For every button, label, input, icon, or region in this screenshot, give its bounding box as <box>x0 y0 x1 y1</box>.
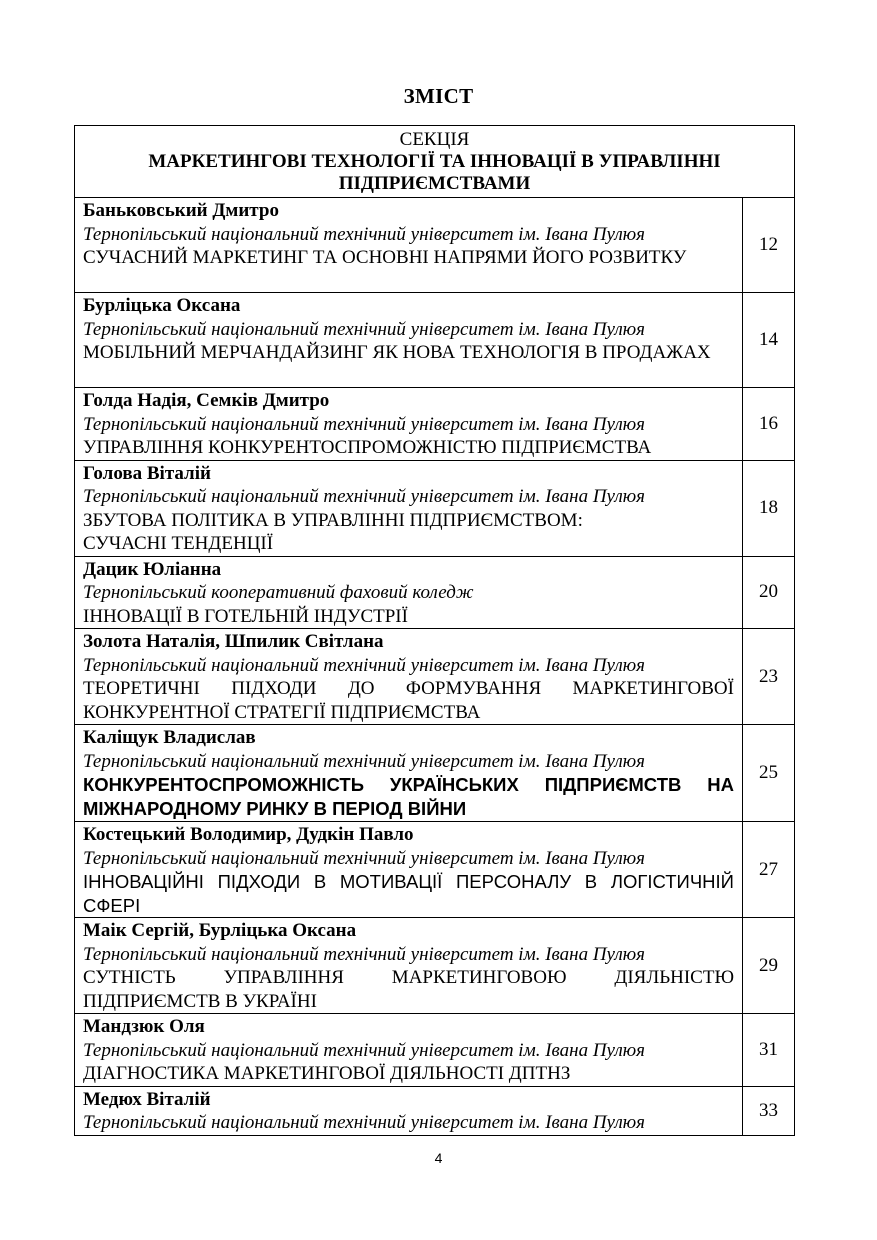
entry-author: Маік Сергій, Бурліцька Оксана <box>83 920 357 941</box>
section-header <box>75 126 795 198</box>
toc-entry <box>75 198 743 293</box>
page-title: ЗМІСТ <box>403 84 474 108</box>
entry-author: Бурліцька Оксана <box>83 295 241 316</box>
toc-table <box>74 125 795 1136</box>
page-number: 4 <box>434 1150 443 1166</box>
toc-row[interactable] <box>75 918 795 1014</box>
entry-organization: Тернопільський національний технічний університет ім. Івана Пулюя <box>83 318 645 340</box>
toc-entry <box>75 1014 743 1087</box>
entry-author: Дацик Юліанна <box>83 558 222 580</box>
toc-row[interactable] <box>75 629 795 725</box>
toc-row[interactable] <box>75 822 795 918</box>
entry-page-number[interactable]: 23 <box>742 629 794 725</box>
entry-topic: СУЧАСНИЙ МАРКЕТИНГ ТА ОСНОВНІ НАПРЯМИ ЙОГО РОЗВИТКУ <box>83 247 687 268</box>
toc-row[interactable] <box>75 293 795 388</box>
entry-organization: Тернопільський національний технічний університет ім. Івана Пулюя <box>83 943 645 965</box>
entry-organization: Тернопільський національний технічний університет ім. Івана Пулюя <box>83 654 645 676</box>
entry-organization: Тернопільський національний технічний університет ім. Івана Пулюя <box>83 1039 645 1061</box>
entry-topic: ДІАГНОСТИКА МАРКЕТИНГОВОЇ ДІЯЛЬНОСТІ ДПТНЗ <box>83 1063 571 1084</box>
entry-author: Голда Надія, Семків Дмитро <box>83 390 330 411</box>
toc-entry <box>75 725 743 822</box>
toc-entry <box>75 918 743 1014</box>
toc-row[interactable] <box>75 388 795 461</box>
toc-row[interactable] <box>75 460 795 556</box>
entry-page-number[interactable]: 25 <box>742 725 794 822</box>
entry-topic: ІННОВАЦІЇ В ГОТЕЛЬНІЙ ІНДУСТРІЇ <box>83 605 408 627</box>
toc-row[interactable] <box>75 198 795 293</box>
entry-page-number[interactable]: 16 <box>742 388 794 461</box>
section-label: СЕКЦІЯ <box>399 129 470 150</box>
toc-entry <box>75 460 743 556</box>
toc-entry <box>75 556 743 629</box>
entry-topic: МОБІЛЬНИЙ МЕРЧАНДАЙЗИНГ ЯК НОВА ТЕХНОЛОГІЯ В ПРОДАЖАХ <box>83 342 711 363</box>
toc-row[interactable] <box>75 1086 795 1135</box>
entry-organization: Тернопільський національний технічний університет ім. Івана Пулюя <box>83 750 645 772</box>
entry-topic-line1: ЗБУТОВА ПОЛІТИКА В УПРАВЛІННІ ПІДПРИЄМСТВОМ: <box>83 509 583 531</box>
entry-author: Голова Віталій <box>83 462 211 484</box>
entry-page-number[interactable]: 12 <box>742 198 794 293</box>
toc-row[interactable] <box>75 725 795 822</box>
entry-author: Костецький Володимир, Дудкін Павло <box>83 824 414 845</box>
entry-organization: Тернопільський національний технічний університет ім. Івана Пулюя <box>83 1112 645 1133</box>
entry-page-number[interactable]: 27 <box>742 822 794 918</box>
entry-organization: Тернопільський кооперативний фаховий коледж <box>83 582 474 603</box>
toc-row[interactable] <box>75 556 795 629</box>
toc-row[interactable] <box>75 1014 795 1087</box>
entry-author: Каліщук Владислав <box>83 727 256 748</box>
entry-page-number[interactable]: 18 <box>742 460 794 556</box>
entry-organization: Тернопільський національний технічний університет ім. Івана Пулюя <box>83 413 645 435</box>
entry-author: Мандзюк Оля <box>83 1016 205 1037</box>
entry-topic: УПРАВЛІННЯ КОНКУРЕНТОСПРОМОЖНІСТЮ ПІДПРИЄМСТВА <box>83 437 652 458</box>
entry-page-number[interactable]: 29 <box>742 918 794 1014</box>
entry-page-number[interactable]: 31 <box>742 1014 794 1087</box>
section-header-row <box>75 126 795 198</box>
entry-author: Баньковський Дмитро <box>83 200 279 221</box>
entry-topic-line2: СУЧАСНІ ТЕНДЕНЦІЇ <box>83 533 274 554</box>
toc-entry <box>75 822 743 918</box>
entry-topic: КОНКУРЕНТОСПРОМОЖНІСТЬ УКРАЇНСЬКИХ ПІДПРИЄМСТВ НА МІЖНАРОДНОМУ РИНКУ В ПЕРІОД ВІЙНИ <box>83 774 734 819</box>
entry-topic: ІННОВАЦІЙНІ ПІДХОДИ В МОТИВАЦІЇ ПЕРСОНАЛУ В ЛОГІСТИЧНІЙ СФЕРІ <box>83 871 734 916</box>
entry-page-number[interactable]: 14 <box>742 293 794 388</box>
toc-entry <box>75 629 743 725</box>
entry-organization: Тернопільський національний технічний університет ім. Івана Пулюя <box>83 223 645 245</box>
entry-organization: Тернопільський національний технічний університет ім. Івана Пулюя <box>83 847 645 869</box>
entry-author: Золота Наталія, Шпилик Світлана <box>83 631 384 652</box>
entry-author: Медюх Віталій <box>83 1088 211 1110</box>
toc-entry <box>75 293 743 388</box>
entry-organization: Тернопільський національний технічний університет ім. Івана Пулюя <box>83 486 645 507</box>
entry-page-number[interactable]: 20 <box>742 556 794 629</box>
entry-page-number[interactable]: 33 <box>742 1086 794 1135</box>
entry-topic: ТЕОРЕТИЧНІ ПІДХОДИ ДО ФОРМУВАННЯ МАРКЕТИНГОВОЇ КОНКУРЕНТНОЇ СТРАТЕГІЇ ПІДПРИЄМСТВА <box>83 678 734 723</box>
toc-entry <box>75 1086 743 1135</box>
toc-entry <box>75 388 743 461</box>
section-name: МАРКЕТИНГОВІ ТЕХНОЛОГІЇ ТА ІННОВАЦІЇ В УПРАВЛІННІ ПІДПРИЄМСТВАМИ <box>148 151 721 194</box>
entry-topic: СУТНІСТЬ УПРАВЛІННЯ МАРКЕТИНГОВОЮ ДІЯЛЬНІСТЮ ПІДПРИЄМСТВ В УКРАЇНІ <box>83 967 734 1012</box>
